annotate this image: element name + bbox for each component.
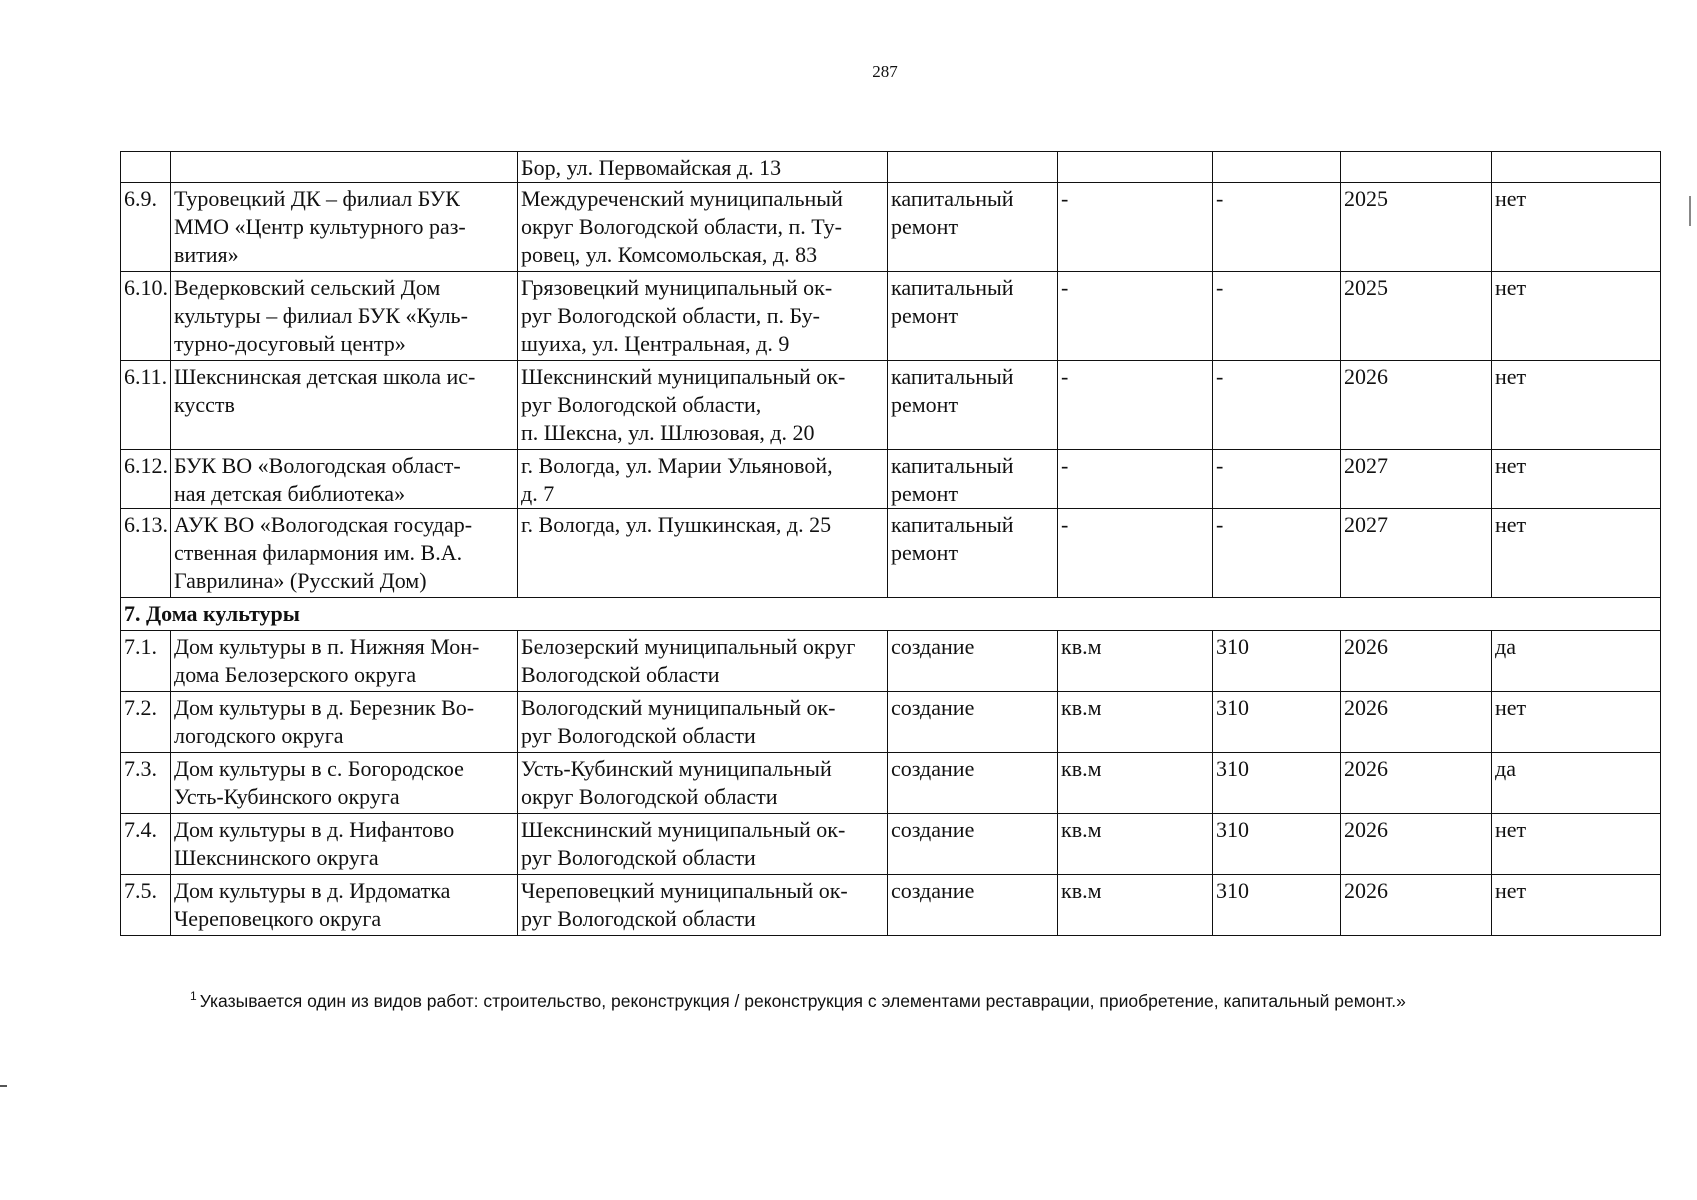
cell-num: 6.10.: [121, 272, 171, 361]
cell-continuation: [1058, 152, 1213, 183]
footnote: [190, 989, 1406, 1012]
cell-continuation: Бор, ул. Первомайская д. 13: [518, 152, 888, 183]
cell-work: [888, 183, 1058, 272]
cell-line: п. Шексна, ул. Шлюзовая, д. 20: [521, 420, 815, 445]
cell-line: логодского округа: [174, 723, 344, 748]
cell-flag: нет: [1492, 875, 1661, 936]
cell-num: 7.4.: [121, 814, 171, 875]
cell-capacity: -: [1213, 361, 1341, 450]
table-row: [121, 753, 1661, 814]
table-row: [121, 450, 1661, 509]
cell-unit: -: [1058, 183, 1213, 272]
cell-address: [518, 509, 888, 598]
cell-name: [171, 692, 518, 753]
cell-unit: кв.м: [1058, 753, 1213, 814]
cell-address: [518, 272, 888, 361]
cell-address: [518, 692, 888, 753]
cell-capacity: 310: [1213, 875, 1341, 936]
cell-work: [888, 272, 1058, 361]
cell-line: Шекснинский муниципальный ок-: [521, 817, 846, 842]
cell-line: кусств: [174, 392, 235, 417]
cell-line: Вологодский муниципальный ок-: [521, 695, 836, 720]
cell-line: Шекснинский муниципальный ок-: [521, 364, 846, 389]
cell-line: руг Вологодской области: [521, 906, 756, 931]
cell-unit: -: [1058, 450, 1213, 509]
cell-line: ремонт: [891, 392, 959, 417]
cell-line: округ Вологодской области: [521, 784, 778, 809]
cell-line: капитальный: [891, 186, 1014, 211]
cell-capacity: -: [1213, 509, 1341, 598]
cell-work: [888, 875, 1058, 936]
cell-line: руг Вологодской области, п. Бу-: [521, 303, 820, 328]
cell-work: [888, 450, 1058, 509]
cell-name: [171, 450, 518, 509]
cell-year: 2026: [1341, 753, 1492, 814]
cell-flag: да: [1492, 753, 1661, 814]
cell-num: 6.11.: [121, 361, 171, 450]
cell-capacity: -: [1213, 450, 1341, 509]
cell-line: Вологодской области: [521, 662, 720, 687]
cell-continuation: [121, 152, 171, 183]
section-title: 7. Дома культуры: [121, 598, 1661, 631]
cell-line: Шекснинская детская школа ис-: [174, 364, 476, 389]
cell-num: 6.13.: [121, 509, 171, 598]
footnote-text: Указывается один из видов работ: строительство, реконструкция / реконструкция с элементами реставрации, приобретение, капитальный ремонт.»: [199, 990, 1406, 1011]
cell-num: 7.3.: [121, 753, 171, 814]
cell-line: Шекснинского округа: [174, 845, 379, 870]
cell-line: ММО «Центр культурного раз-: [174, 214, 466, 239]
cell-line: Дом культуры в д. Ирдоматка: [174, 878, 451, 903]
cell-capacity: 310: [1213, 692, 1341, 753]
cell-unit: -: [1058, 361, 1213, 450]
cell-year: 2025: [1341, 183, 1492, 272]
cell-address: [518, 814, 888, 875]
cell-line: ная детская библиотека»: [174, 481, 406, 506]
cell-flag: нет: [1492, 692, 1661, 753]
table-row: [121, 631, 1661, 692]
cell-line: создание: [891, 695, 975, 720]
object-registry-table: [120, 151, 1661, 936]
cell-line: д. 7: [521, 481, 555, 506]
cell-line: руг Вологодской области: [521, 845, 756, 870]
cell-year: 2027: [1341, 450, 1492, 509]
cell-line: г. Вологда, ул. Пушкинская, д. 25: [521, 512, 832, 537]
cell-line: Ведерковский сельский Дом: [174, 275, 441, 300]
cell-line: капитальный: [891, 275, 1014, 300]
cell-name: [171, 509, 518, 598]
cell-line: руг Вологодской области,: [521, 392, 762, 417]
cell-name: [171, 814, 518, 875]
table-row: [121, 272, 1661, 361]
cell-capacity: -: [1213, 272, 1341, 361]
cell-line: Череповецкого округа: [174, 906, 382, 931]
cell-address: [518, 875, 888, 936]
cell-line: турно-досуговый центр»: [174, 331, 406, 356]
cell-line: Дом культуры в с. Богородское: [174, 756, 464, 781]
cell-line: руг Вологодской области: [521, 723, 756, 748]
cell-unit: кв.м: [1058, 631, 1213, 692]
table-row: [121, 509, 1661, 598]
cell-address: [518, 361, 888, 450]
cell-num: 7.5.: [121, 875, 171, 936]
cell-line: создание: [891, 634, 975, 659]
cell-name: [171, 631, 518, 692]
cell-line: Туровецкий ДК – филиал БУК: [174, 186, 460, 211]
page-number: 287: [872, 62, 898, 81]
cell-name: [171, 753, 518, 814]
cell-address: [518, 753, 888, 814]
cell-line: ремонт: [891, 214, 959, 239]
cell-num: 7.1.: [121, 631, 171, 692]
table-row: [121, 183, 1661, 272]
margin-mark: [1689, 196, 1691, 226]
cell-flag: нет: [1492, 361, 1661, 450]
cell-line: капитальный: [891, 453, 1014, 478]
cell-line: Дом культуры в д. Нифантово: [174, 817, 455, 842]
cell-year: 2026: [1341, 814, 1492, 875]
table-row: [121, 875, 1661, 936]
cell-line: шуиха, ул. Центральная, д. 9: [521, 331, 790, 356]
cell-year: 2026: [1341, 631, 1492, 692]
cell-line: капитальный: [891, 364, 1014, 389]
cell-year: 2026: [1341, 692, 1492, 753]
cell-year: 2026: [1341, 875, 1492, 936]
cell-line: Дом культуры в п. Нижняя Мон-: [174, 634, 480, 659]
cell-line: г. Вологда, ул. Марии Ульяновой,: [521, 453, 833, 478]
cell-name: [171, 361, 518, 450]
cell-flag: нет: [1492, 509, 1661, 598]
cell-flag: нет: [1492, 450, 1661, 509]
cell-flag: нет: [1492, 272, 1661, 361]
cell-year: 2026: [1341, 361, 1492, 450]
cell-work: [888, 361, 1058, 450]
cell-work: [888, 814, 1058, 875]
cell-flag: нет: [1492, 814, 1661, 875]
cell-name: [171, 183, 518, 272]
cell-line: АУК ВО «Вологодская государ-: [174, 512, 473, 537]
cell-line: Усть-Кубинский муниципальный: [521, 756, 832, 781]
cell-continuation: [888, 152, 1058, 183]
section-header-row: [121, 598, 1661, 631]
cell-address: [518, 631, 888, 692]
cell-num: 7.2.: [121, 692, 171, 753]
cell-line: БУК ВО «Вологодская област-: [174, 453, 461, 478]
table-row: [121, 361, 1661, 450]
cell-capacity: 310: [1213, 753, 1341, 814]
cell-capacity: -: [1213, 183, 1341, 272]
cell-unit: кв.м: [1058, 814, 1213, 875]
cell-work: [888, 753, 1058, 814]
cell-line: создание: [891, 878, 975, 903]
cell-line: округ Вологодской области, п. Ту-: [521, 214, 842, 239]
cell-capacity: 310: [1213, 814, 1341, 875]
cell-num: 6.9.: [121, 183, 171, 272]
footnote-marker: 1: [190, 989, 197, 1003]
cell-continuation: [1492, 152, 1661, 183]
cell-name: [171, 272, 518, 361]
cell-name: [171, 875, 518, 936]
cell-line: культуры – филиал БУК «Куль-: [174, 303, 468, 328]
cell-unit: кв.м: [1058, 875, 1213, 936]
cell-unit: -: [1058, 509, 1213, 598]
table-row: [121, 692, 1661, 753]
cell-flag: да: [1492, 631, 1661, 692]
cell-line: создание: [891, 756, 975, 781]
cell-line: Междуреченский муниципальный: [521, 186, 843, 211]
cell-line: Гаврилина» (Русский Дом): [174, 568, 427, 593]
cell-work: [888, 509, 1058, 598]
cell-line: ровец, ул. Комсомольская, д. 83: [521, 242, 818, 267]
cell-work: [888, 631, 1058, 692]
cell-unit: кв.м: [1058, 692, 1213, 753]
cell-capacity: 310: [1213, 631, 1341, 692]
cell-line: создание: [891, 817, 975, 842]
cell-line: ремонт: [891, 303, 959, 328]
cell-line: ремонт: [891, 540, 959, 565]
cell-line: Усть-Кубинского округа: [174, 784, 400, 809]
cell-line: ремонт: [891, 481, 959, 506]
cell-flag: нет: [1492, 183, 1661, 272]
cell-line: Белозерский муниципальный округ: [521, 634, 856, 659]
cell-line: Череповецкий муниципальный ок-: [521, 878, 848, 903]
margin-mark: [0, 1085, 7, 1087]
cell-num: 6.12.: [121, 450, 171, 509]
cell-line: ственная филармония им. В.А.: [174, 540, 463, 565]
cell-line: Грязовецкий муниципальный ок-: [521, 275, 833, 300]
cell-line: дома Белозерского округа: [174, 662, 417, 687]
cell-address: [518, 183, 888, 272]
cell-line: капитальный: [891, 512, 1014, 537]
cell-work: [888, 692, 1058, 753]
cell-line: Дом культуры в д. Березник Во-: [174, 695, 475, 720]
table-row: [121, 814, 1661, 875]
table-row-continuation: [121, 152, 1661, 183]
cell-year: 2025: [1341, 272, 1492, 361]
cell-continuation: [1341, 152, 1492, 183]
cell-line: вития»: [174, 242, 239, 267]
cell-continuation: [171, 152, 518, 183]
cell-year: 2027: [1341, 509, 1492, 598]
cell-continuation: [1213, 152, 1341, 183]
cell-unit: -: [1058, 272, 1213, 361]
cell-address: [518, 450, 888, 509]
